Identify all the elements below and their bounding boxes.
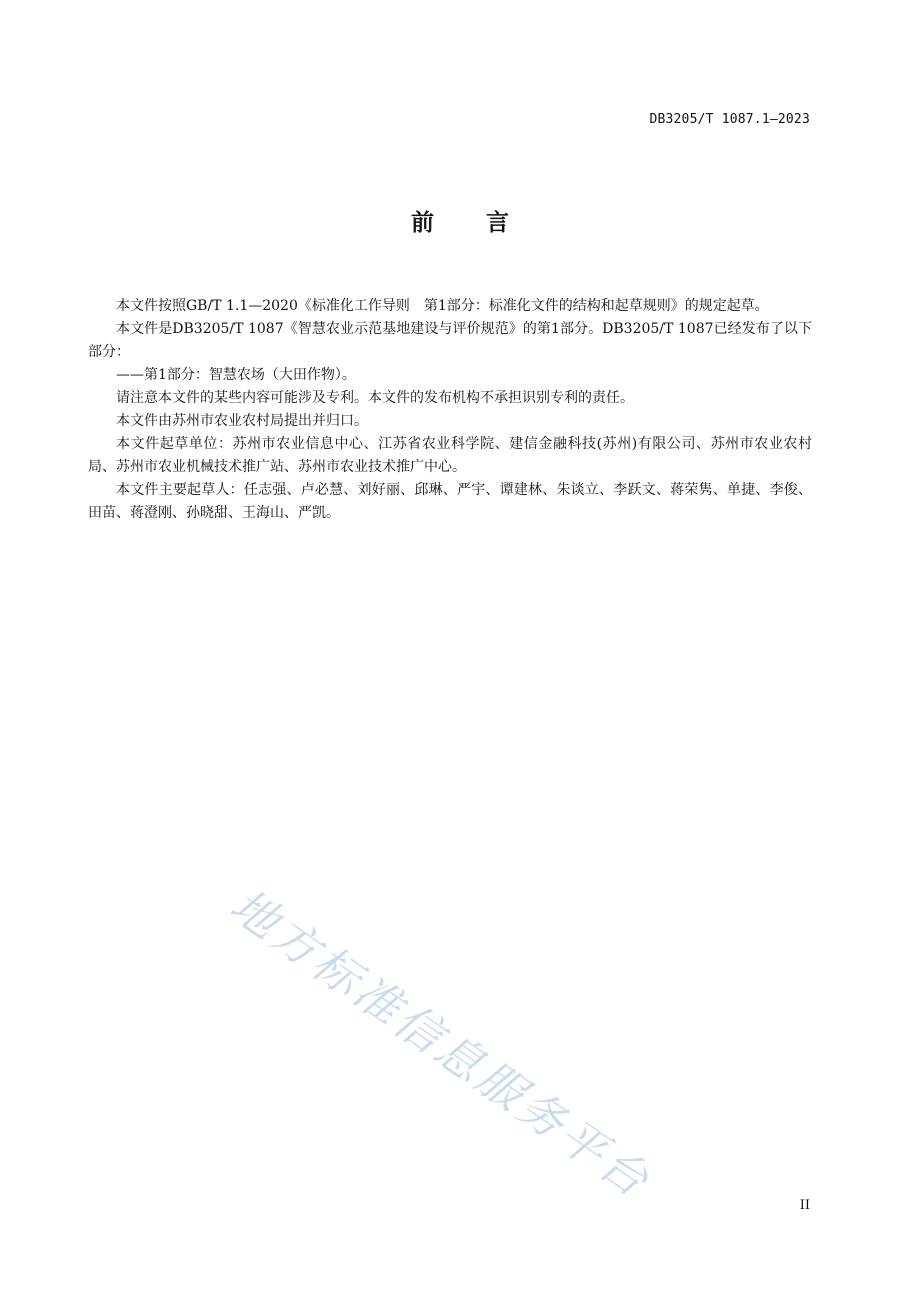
paragraph-proposer: 本文件由苏州市农业农村局提出并归口。 bbox=[116, 413, 368, 429]
paragraph-drafters: 本文件主要起草人：任志强、卢必慧、刘好丽、邱琳、严宇、谭建林、朱谈立、李跃文、蒋荣隽、单捷、李俊、田苗、蒋澄刚、孙晓甜、王海山、严凯。 bbox=[88, 482, 812, 521]
page-title: 前言 bbox=[411, 210, 561, 236]
paragraph-published-part: ——第1部分：智慧农场（大田作物）。 bbox=[116, 367, 356, 383]
document-body bbox=[88, 295, 812, 525]
paragraph-part-relation: 本文件是DB3205/T 1087《智慧农业示范基地建设与评价规范》的第1部分。DB3205/T 1087已经发布了以下部分： bbox=[88, 321, 812, 360]
paragraph-patent-notice: 请注意本文件的某些内容可能涉及专利。本文件的发布机构不承担识别专利的责任。 bbox=[116, 390, 634, 406]
page-number: II bbox=[799, 1198, 810, 1213]
paragraph-drafting-units: 本文件起草单位：苏州市农业信息中心、江苏省农业科学院、建信金融科技(苏州)有限公司、苏州市农业农村局、苏州市农业机械技术推广站、苏州市农业技术推广中心。 bbox=[88, 436, 812, 475]
document-code: DB3205/T 1087.1—2023 bbox=[649, 112, 810, 127]
paragraph-drafting-basis: 本文件按照GB/T 1.1—2020《标准化工作导则 第1部分：标准化文件的结构和起草规则》的规定起草。 bbox=[116, 298, 769, 314]
watermark: 地方标准信息服务平台 bbox=[220, 877, 662, 1209]
